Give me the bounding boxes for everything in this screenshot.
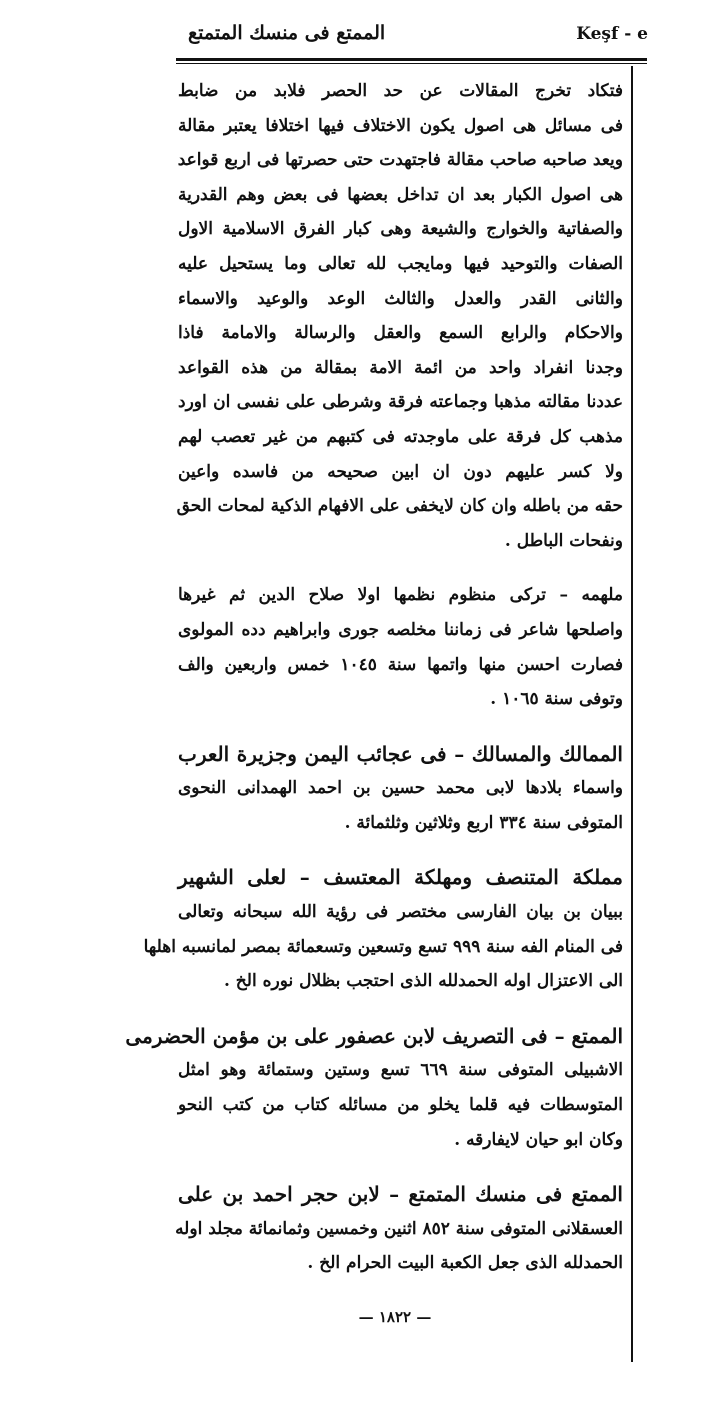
text-line: فتكاد تخرج المقالات عن حد الحصر فلابد من ضابط bbox=[178, 81, 623, 101]
header-rule-thin bbox=[176, 63, 647, 64]
text-line: الاشبيلى المتوفى سنة ٦٦٩ تسع وستين وستمائة وهو امثل bbox=[178, 1060, 624, 1081]
text-line: هى اصول الكبار بعد ان تداخل بعضها فى بعض وهم القدرية bbox=[178, 184, 623, 205]
header-title: الممتع فى منسك المتمتع bbox=[188, 22, 386, 44]
text-line: والاحكام والرابع السمع والعقل والرسالة والامامة فاذا bbox=[178, 323, 623, 344]
text-line: حقه من باطله وان كان لايخفى على الافهام الذكية لمحات الحق bbox=[176, 496, 623, 517]
page-number: — ١٨٢٢ — bbox=[358, 1308, 432, 1326]
text-line: واسماء بلادها لابى محمد حسين بن احمد الهمدانى النحوى bbox=[178, 778, 623, 799]
text-line: والصفاتية والخوارج والشيعة وهى كبار الفرق الاسلامية الاول bbox=[178, 219, 623, 240]
text-line: ببيان بن بيان الفارسى مختصر فى رؤية الله سبحانه وتعالى bbox=[178, 902, 623, 923]
text-line: عددنا مقالته مذهبا وجماعته فرقة وشرطى على نفسى ان اورد bbox=[178, 392, 623, 413]
body-text bbox=[125, 74, 624, 1281]
entry-mamlaka bbox=[143, 860, 623, 998]
text-line: واصلحها شاعر فى زماننا مخلصه جورى وابراهيم دده المولوى bbox=[178, 619, 623, 640]
header-running-head: Keşf - e bbox=[576, 24, 648, 44]
text-line: فى مسائل هى اصول يكون الاختلاف فيها اختلافا يعتبر مقالة bbox=[178, 115, 623, 136]
text-line: وجدنا انفراد واحد من ائمة الامة بمقالة من هذه القواعد bbox=[178, 357, 623, 378]
text-line: الصفات والتوحيد فيها ومايجب لله تعالى وما يستحيل عليه bbox=[178, 253, 623, 274]
entry-mumti-mansak bbox=[175, 1177, 623, 1281]
text-line: الحمدلله الذى جعل الكعبة البيت الحرام الخ . bbox=[307, 1253, 623, 1274]
text-line: ولا كسر عليهم دون ان ابين صحيحه من فاسده واعين bbox=[178, 461, 623, 482]
text-line: ملهمه – تركى منظوم نظمها اولا صلاح الدين ثم غيرها bbox=[178, 585, 623, 606]
text-line: فصارت احسن منها واتمها سنة ١٠٤٥ خمس واربعين والف bbox=[178, 654, 623, 675]
text-line: الممالك والمسالك – فى عجائب اليمن وجزيرة العرب bbox=[178, 741, 623, 766]
text-line: المتوسطات فيه قلما يخلو من مسائله كتاب من كتب النحو bbox=[178, 1095, 623, 1116]
entry-malhama bbox=[178, 578, 623, 716]
header-rule-thick bbox=[176, 58, 647, 61]
text-line: ويعد صاحبه صاحب مقالة فاجتهدت حتى حصرتها فى اربع قواعد bbox=[177, 150, 623, 171]
text-line: والثانى القدر والعدل والثالث الوعد والوعيد والاسماء bbox=[178, 288, 623, 309]
text-line: العسقلانى المتوفى سنة ٨٥٢ اثنين وخمسين وثمانمائة مجلد اوله bbox=[175, 1218, 623, 1239]
text-line: الممتع فى منسك المتمتع – لابن حجر احمد بن على bbox=[178, 1182, 623, 1207]
running-header bbox=[170, 20, 648, 56]
text-line: الممتع – فى التصريف لابن عصفور على بن مؤمن الحضرمى bbox=[125, 1023, 623, 1048]
paragraph bbox=[178, 74, 623, 558]
text-line: مملكة المتنصف ومهلكة المعتسف – لعلى الشهير bbox=[178, 865, 623, 890]
entry-mamalik bbox=[178, 737, 623, 841]
text-line: وكان ابو حيان لايفارقه . bbox=[454, 1129, 623, 1150]
text-line: مذهب كل فرقة على ماوجدته فى كتبهم من غير تعصب لهم bbox=[178, 426, 623, 447]
text-line: وتوفى سنة ١٠٦٥ . bbox=[490, 689, 623, 710]
entry-mumti bbox=[125, 1019, 624, 1157]
text-line: الى الاعتزال اوله الحمدلله الذى احتجب بظلال نوره الخ . bbox=[223, 971, 623, 992]
margin-rule bbox=[631, 66, 633, 1362]
text-line: فى المنام الفه سنة ٩٩٩ تسع وتسعين وتسعمائة بمصر لمانسبه اهلها bbox=[143, 936, 623, 957]
text-line: المتوفى سنة ٣٣٤ اربع وثلاثين وثلثمائة . bbox=[344, 812, 623, 833]
text-line: ونفحات الباطل . bbox=[504, 530, 623, 551]
